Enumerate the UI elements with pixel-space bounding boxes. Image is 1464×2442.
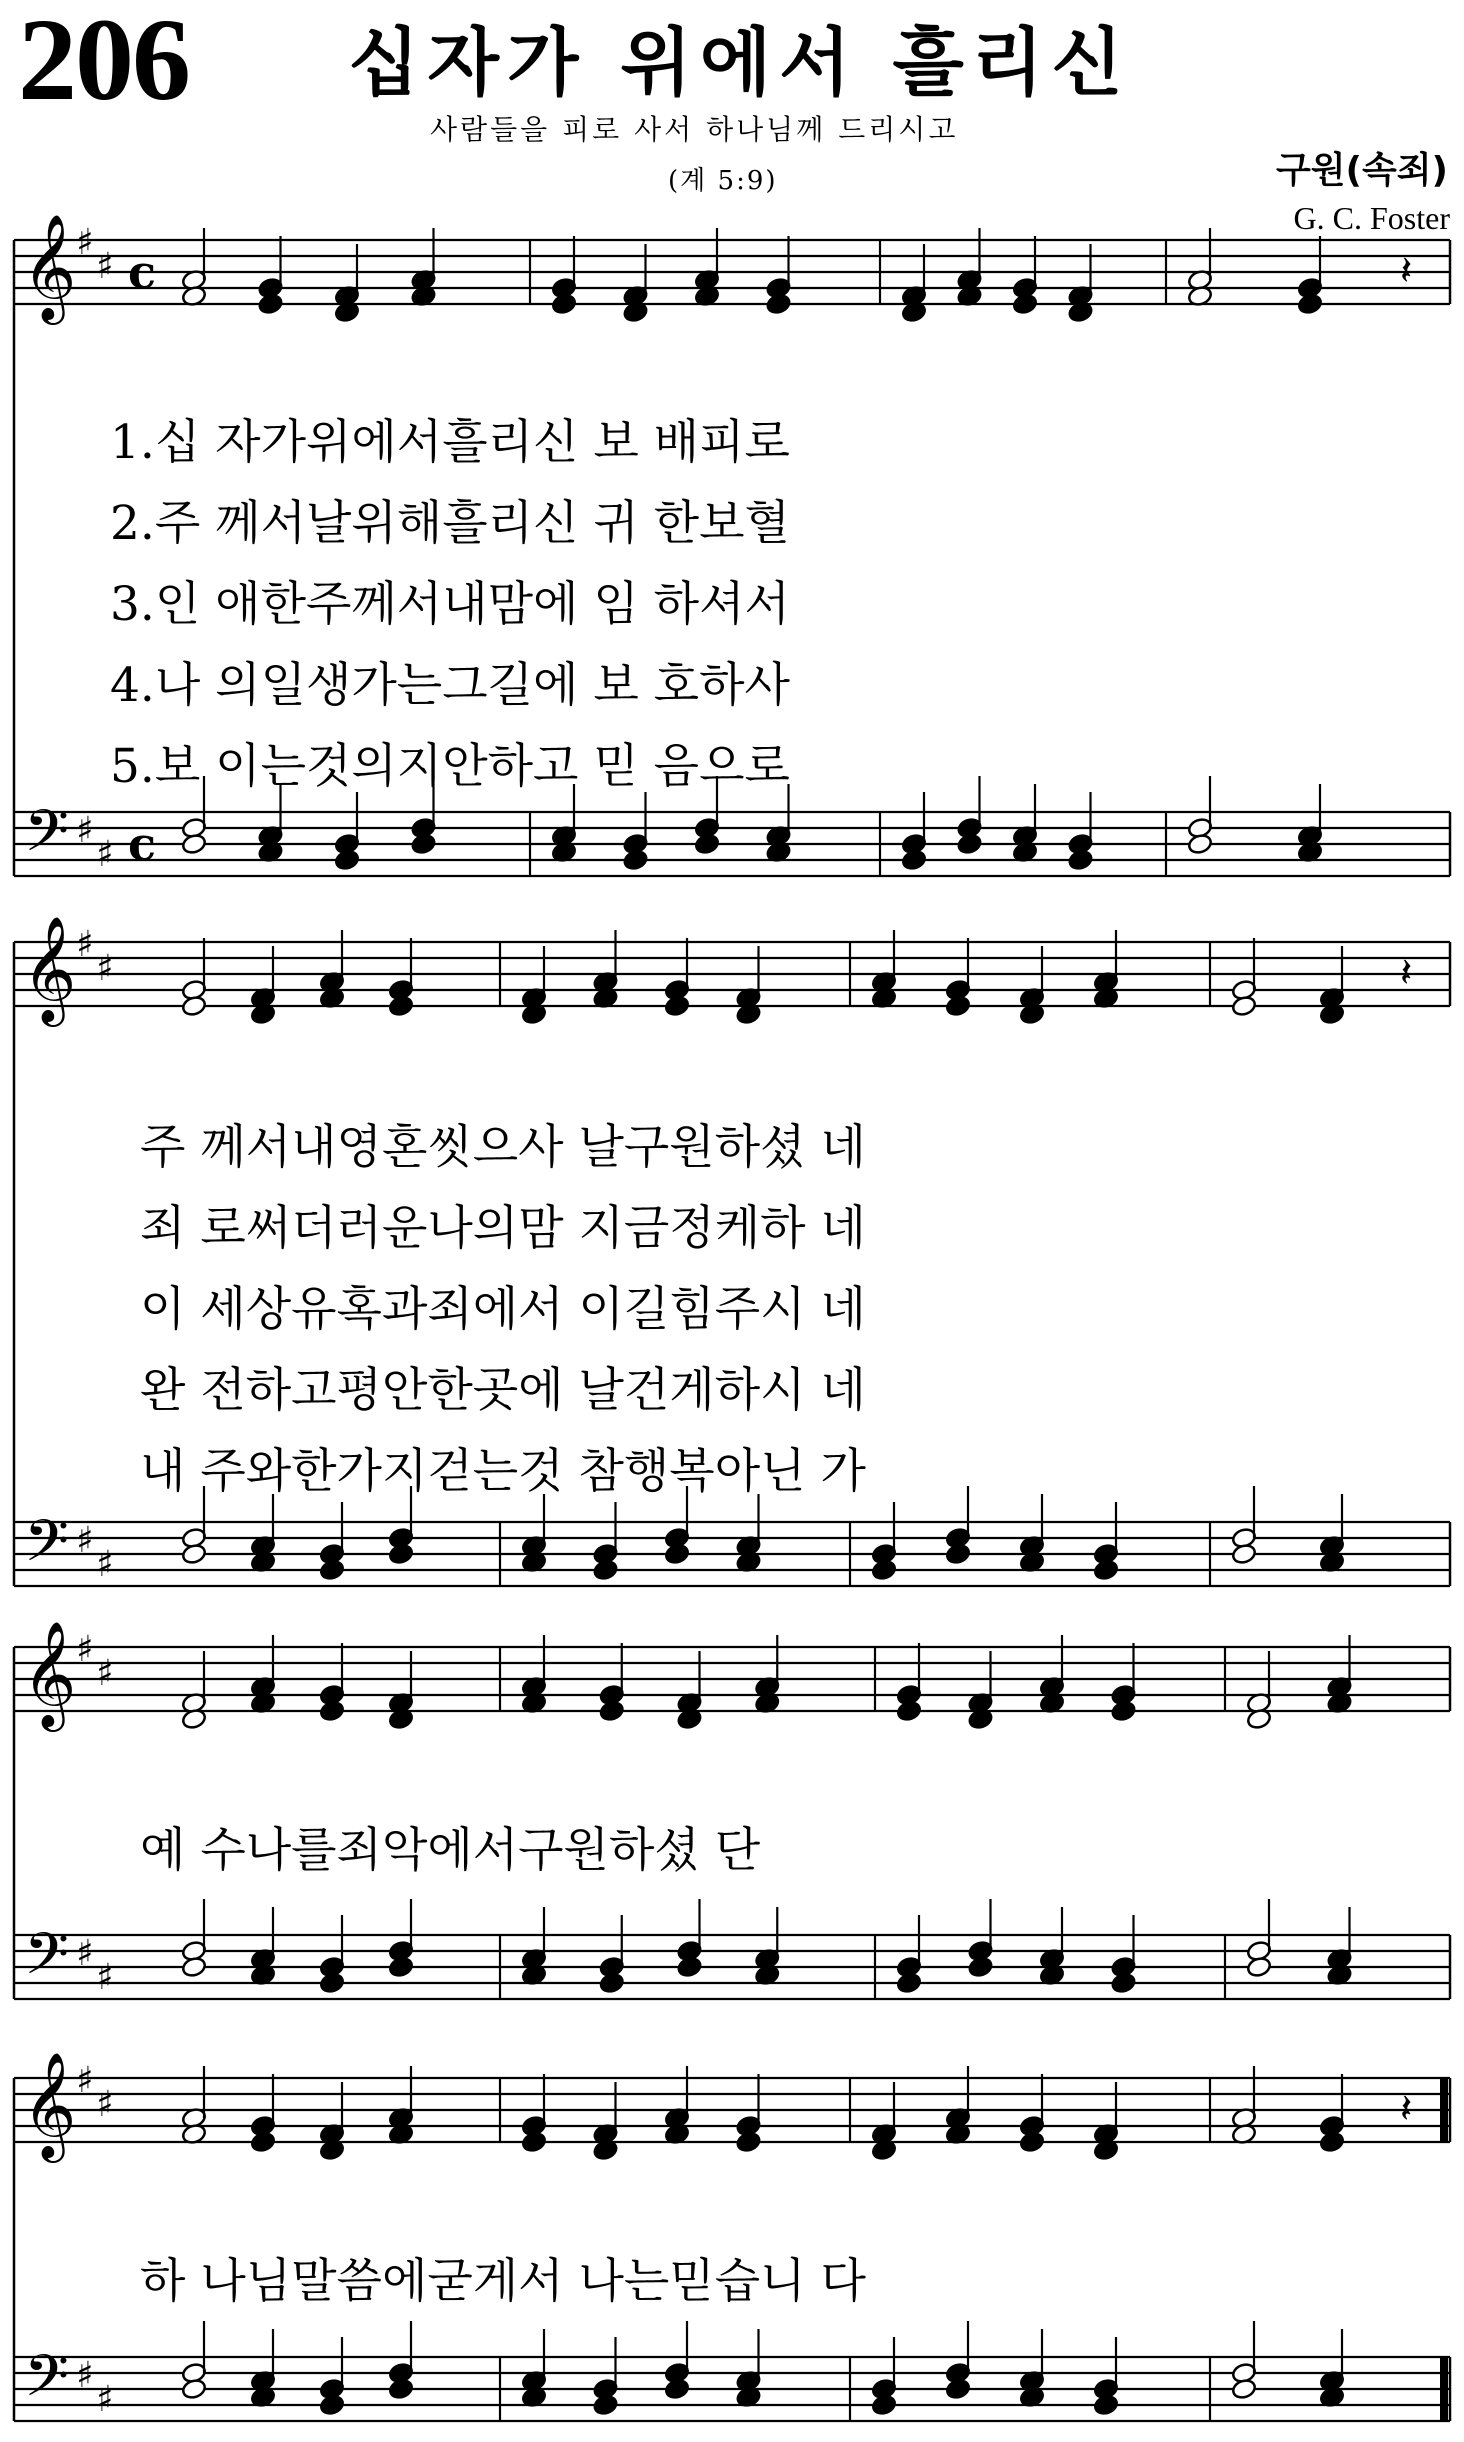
bass-note (1231, 1543, 1257, 1566)
hymn-subtitle: 사람들을 피로 사서 하나님께 드리시고 (430, 113, 959, 146)
quarter-rest-icon: 𝄽 (1400, 2086, 1413, 2132)
bass-clef-icon: 𝄢 (24, 797, 70, 879)
final-barline (1440, 2078, 1448, 2142)
bass-clef-icon: 𝄢 (24, 1920, 70, 2002)
treble-note (1019, 2131, 1045, 2154)
lyric-verse1-line1: 1.십 자가위에서흘리신 보 배피로 (110, 415, 790, 470)
bass-note (181, 1543, 207, 1566)
bass-note (319, 2394, 345, 2417)
bass-note (592, 1559, 618, 1582)
bass-note (1067, 849, 1093, 872)
bass-note (664, 2378, 690, 2401)
treble-note (1231, 995, 1257, 1018)
sharp-icon: ♯ (76, 2355, 94, 2396)
bass-note (901, 849, 927, 872)
bass-note (599, 1972, 625, 1995)
bass-note (622, 849, 648, 872)
bass-note (871, 2394, 897, 2417)
treble-note (896, 1700, 922, 1723)
bass-note (871, 1559, 897, 1582)
treble-note (250, 2131, 276, 2154)
bass-note (592, 2394, 618, 2417)
bass-clef-icon: 𝄢 (24, 1507, 70, 1589)
hymn-title: 십자가 위에서 흘리신 (348, 20, 1131, 106)
treble-clef-icon: 𝄞 (22, 1620, 77, 1727)
hymn-number: 206 (18, 0, 189, 125)
bass-note (1093, 2394, 1119, 2417)
bass-note (334, 849, 360, 872)
bass-note (410, 833, 436, 856)
bass-note (181, 2378, 207, 2401)
lyric-verse1-line2: 주 께서내영혼씻으사 날구원하셨 네 (140, 1120, 866, 1175)
tune-name: 구원(속죄) (1275, 150, 1448, 191)
lyric-verse2-line2: 죄 로써더러운나의맘 지금정케하 네 (140, 1201, 866, 1256)
bass-note (896, 1972, 922, 1995)
treble-note (599, 1700, 625, 1723)
treble-note (181, 995, 207, 1018)
treble-clef-icon: 𝄞 (22, 915, 77, 1022)
lyric-verse5-line1: 5.보 이는것의지안하고 믿 음으로 (110, 739, 790, 794)
bass-note (319, 1972, 345, 1995)
sharp-icon: ♯ (76, 222, 94, 263)
treble-note (945, 995, 971, 1018)
composer-name: G. C. Foster (1293, 200, 1450, 236)
final-barline (1440, 2357, 1448, 2421)
quarter-rest-icon: 𝄽 (1400, 248, 1413, 294)
sharp-icon: ♯ (96, 2084, 114, 2125)
bass-note (956, 833, 982, 856)
sharp-icon: ♯ (96, 1653, 114, 1694)
lyric-refrain-line2: 하 나님말씀에굳게서 나는믿습니 다 (140, 2254, 866, 2309)
bass-note (967, 1956, 993, 1979)
bass-note (694, 833, 720, 856)
treble-note (1297, 293, 1323, 316)
treble-note (388, 995, 414, 1018)
lyric-verse4-line2: 완 전하고평안한곳에 날건게하시 네 (140, 1363, 866, 1418)
lyric-verse3-line2: 이 세상유혹과죄에서 이길힘주시 네 (140, 1282, 866, 1337)
bass-note (676, 1956, 702, 1979)
treble-note (257, 293, 283, 316)
treble-note (1110, 1700, 1136, 1723)
sharp-icon: ♯ (96, 2379, 114, 2420)
bass-note (388, 1956, 414, 1979)
bass-note (1093, 1559, 1119, 1582)
bass-note (181, 1956, 207, 1979)
treble-note (1012, 293, 1038, 316)
sharp-icon: ♯ (96, 1957, 114, 1998)
quarter-rest-icon: 𝄽 (1400, 950, 1413, 996)
lyric-verse2-line1: 2.주 께서날위해흘리신 귀 한보혈 (110, 496, 790, 551)
sharp-icon: ♯ (76, 1933, 94, 1974)
sharp-icon: ♯ (76, 924, 94, 965)
sharp-icon: ♯ (96, 1544, 114, 1585)
treble-note (735, 2131, 761, 2154)
bass-clef-icon: 𝄢 (24, 2342, 70, 2424)
lyric-verse5-line2: 내 주와한가지걷는것 참행복아닌 가 (140, 1444, 866, 1499)
sharp-icon: ♯ (96, 246, 114, 287)
sharp-icon: ♯ (76, 810, 94, 851)
bass-note (945, 2378, 971, 2401)
bass-note (319, 1559, 345, 1582)
treble-note (1319, 2131, 1345, 2154)
bass-note (1246, 1956, 1272, 1979)
sharp-icon: ♯ (96, 834, 114, 875)
treble-note (765, 293, 791, 316)
bass-note (1110, 1972, 1136, 1995)
bass-note (945, 1543, 971, 1566)
bass-note (181, 833, 207, 856)
bass-note (1187, 833, 1213, 856)
treble-note (319, 1700, 345, 1723)
lyric-verse4-line1: 4.나 의일생가는그길에 보 호하사 (110, 658, 790, 713)
bass-note (388, 2378, 414, 2401)
bass-note (388, 1543, 414, 1566)
lyric-verse3-line1: 3.인 애한주께서내맘에 임 하셔서 (110, 577, 790, 632)
time-signature: c (128, 817, 157, 871)
time-signature: c (128, 245, 157, 299)
sharp-icon: ♯ (76, 1520, 94, 1561)
bass-note (664, 1543, 690, 1566)
bass-note (1231, 2378, 1257, 2401)
treble-clef-icon: 𝄞 (22, 2051, 77, 2158)
treble-clef-icon: 𝄞 (22, 213, 77, 320)
scripture-reference: (계 5:9) (668, 166, 778, 196)
treble-note (664, 995, 690, 1018)
sharp-icon: ♯ (76, 2060, 94, 2101)
treble-note (521, 2131, 547, 2154)
sharp-icon: ♯ (76, 1629, 94, 1670)
lyric-refrain-line1: 예 수나를죄악에서구원하셨 단 (140, 1823, 761, 1878)
sharp-icon: ♯ (96, 948, 114, 989)
treble-note (551, 293, 577, 316)
